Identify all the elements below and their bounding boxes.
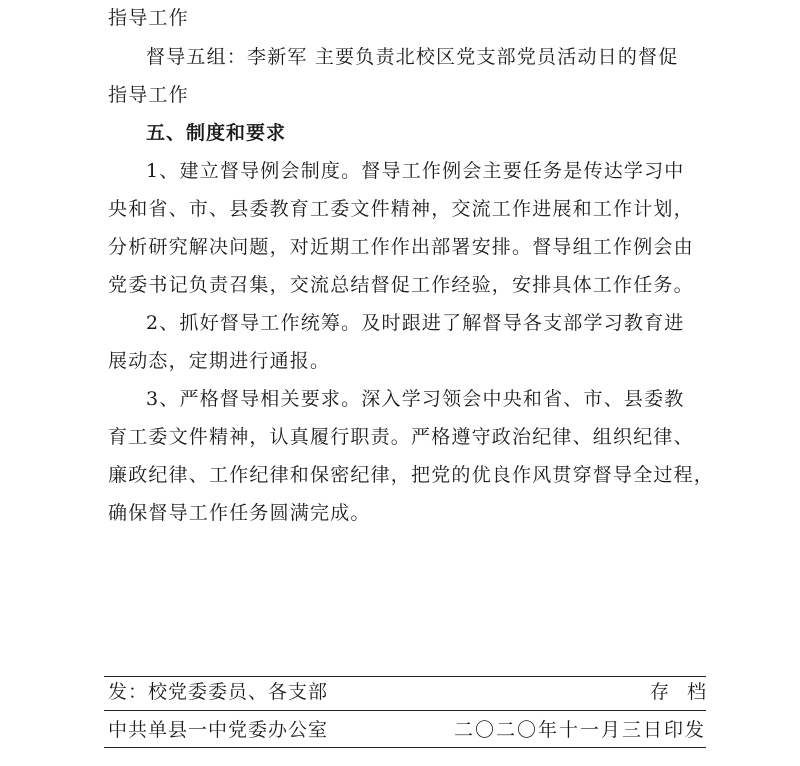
footer-top-rule xyxy=(104,676,706,677)
section-heading-rules: 五、制度和要求 xyxy=(146,122,287,144)
body-line-item1-b: 央和省、市、县委教育工委文件精神，交流工作进展和工作计划， xyxy=(108,198,694,220)
footer-middle-rule xyxy=(104,710,706,711)
footer-issuer-row xyxy=(108,718,706,742)
archive-label: 存档 xyxy=(649,681,724,703)
issuing-office: 中共单县一中党委办公室 xyxy=(108,719,329,741)
distribution-list: 发：校党委委员、各支部 xyxy=(108,681,329,703)
body-line-continuation: 指导工作 xyxy=(108,7,189,29)
body-line-item1-d: 党委书记负责召集，交流总结督促工作经验，安排具体工作任务。 xyxy=(108,274,694,296)
body-line-item1-c: 分析研究解决问题，对近期工作作出部署安排。督导组工作例会由 xyxy=(108,236,694,258)
footer-bottom-rule xyxy=(104,747,706,748)
body-line-group-five-continuation: 指导工作 xyxy=(108,84,189,106)
body-line-item1-a: 1、建立督导例会制度。督导工作例会主要任务是传达学习中 xyxy=(146,160,685,182)
footer-distribution-row xyxy=(108,680,724,704)
body-line-item3-c: 廉政纪律、工作纪律和保密纪律，把党的优良作风贯穿督导全过程， xyxy=(108,464,715,486)
body-line-item2-a: 2、抓好督导工作统筹。及时跟进了解督导各支部学习教育进 xyxy=(146,312,685,334)
body-line-item3-a: 3、严格督导相关要求。深入学习领会中央和省、市、县委教 xyxy=(146,388,685,410)
body-line-item3-b: 育工委文件精神，认真履行职责。严格遵守政治纪律、组织纪律、 xyxy=(108,426,694,448)
body-line-group-five: 督导五组：李新军 主要负责北校区党支部党员活动日的督促 xyxy=(146,46,679,68)
issue-date: 二〇二〇年十一月三日印发 xyxy=(453,719,706,741)
body-line-item2-b: 展动态，定期进行通报。 xyxy=(108,350,331,372)
body-line-item3-d: 确保督导工作任务圆满完成。 xyxy=(108,502,371,524)
